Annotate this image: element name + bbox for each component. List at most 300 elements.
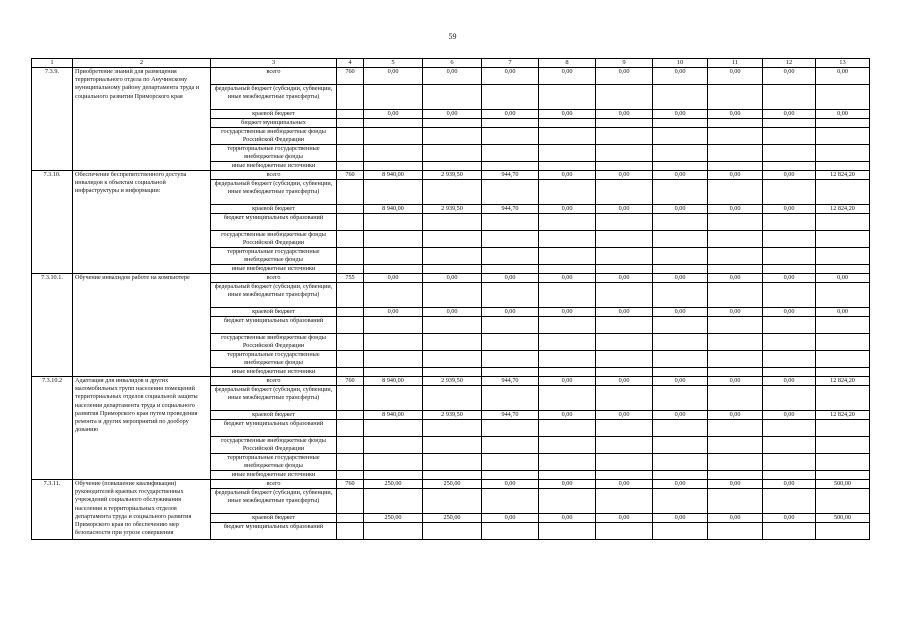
amount-cell: 0,00: [482, 274, 539, 283]
amount-cell: 0,00: [482, 68, 539, 85]
grbs-code: [337, 205, 364, 214]
amount-cell: [364, 85, 423, 110]
amount-cell: 0,00: [816, 68, 870, 85]
amount-cell: 0,00: [708, 411, 763, 420]
funding-source: краевой бюджет: [211, 205, 337, 214]
column-number: 8: [539, 59, 596, 68]
amount-cell: 0,00: [539, 68, 596, 85]
grbs-code: [337, 523, 364, 540]
grbs-code: 755: [337, 274, 364, 283]
amount-cell: [482, 128, 539, 145]
amount-cell: [596, 471, 653, 480]
amount-cell: [653, 368, 708, 377]
amount-cell: [596, 162, 653, 171]
amount-cell: 944,70: [482, 377, 539, 386]
amount-cell: [596, 265, 653, 274]
amount-cell: 0,00: [596, 110, 653, 119]
amount-cell: [539, 386, 596, 411]
amount-cell: 0,00: [708, 274, 763, 283]
amount-cell: [596, 386, 653, 411]
amount-cell: 0,00: [708, 377, 763, 386]
amount-cell: [364, 162, 423, 171]
amount-cell: [423, 454, 482, 471]
amount-cell: [539, 437, 596, 454]
amount-cell: [539, 162, 596, 171]
funding-source: федеральный бюджет (субсидии, субвенции, иные межбюджетные трансферты): [211, 180, 337, 205]
funding-source: федеральный бюджет (субсидии, субвенции, иные межбюджетные трансферты): [211, 489, 337, 514]
amount-cell: 250,00: [364, 480, 423, 489]
amount-cell: [539, 317, 596, 334]
grbs-code: [337, 454, 364, 471]
amount-cell: 0,00: [539, 480, 596, 489]
amount-cell: 0,00: [816, 308, 870, 317]
amount-cell: [708, 317, 763, 334]
column-number: 4: [337, 59, 364, 68]
funding-source: краевой бюджет: [211, 514, 337, 523]
amount-cell: 12 824,20: [816, 171, 870, 180]
amount-cell: 0,00: [423, 274, 482, 283]
amount-cell: 0,00: [539, 274, 596, 283]
amount-cell: [364, 317, 423, 334]
measure-name: Адаптация для инвалидов и других маломобильных групп населения помещений территориальных отделов социальной защиты населения департамента труда и социального развития Приморского края путем проведения ремонта и других мероприятий по дообору дованию: [73, 377, 211, 480]
grbs-code: [337, 85, 364, 110]
funding-source: государственные внебюджетные фонды Российской Федерации: [211, 334, 337, 351]
amount-cell: [653, 180, 708, 205]
amount-cell: [364, 368, 423, 377]
amount-cell: [482, 145, 539, 162]
grbs-code: [337, 214, 364, 231]
amount-cell: [816, 231, 870, 248]
amount-cell: [539, 283, 596, 308]
amount-cell: [653, 386, 708, 411]
amount-cell: 8 940,00: [364, 377, 423, 386]
amount-cell: [482, 368, 539, 377]
amount-cell: 2 939,50: [423, 377, 482, 386]
amount-cell: [653, 283, 708, 308]
amount-cell: 0,00: [708, 205, 763, 214]
amount-cell: [708, 471, 763, 480]
amount-cell: [816, 454, 870, 471]
column-number: 1: [32, 59, 73, 68]
funding-source: всего: [211, 377, 337, 386]
amount-cell: [708, 368, 763, 377]
amount-cell: [423, 119, 482, 128]
grbs-code: [337, 514, 364, 523]
amount-cell: [816, 248, 870, 265]
amount-cell: [708, 162, 763, 171]
amount-cell: [653, 145, 708, 162]
amount-cell: [482, 489, 539, 514]
measure-code: 7.3.11.: [32, 480, 73, 540]
funding-source: территориальные государственные внебюджетные фонды: [211, 351, 337, 368]
amount-cell: [763, 180, 816, 205]
amount-cell: [423, 489, 482, 514]
amount-cell: [482, 248, 539, 265]
amount-cell: [763, 523, 816, 540]
amount-cell: 0,00: [364, 110, 423, 119]
amount-cell: [816, 489, 870, 514]
amount-cell: 0,00: [708, 514, 763, 523]
grbs-code: [337, 351, 364, 368]
amount-cell: [763, 283, 816, 308]
amount-cell: [816, 283, 870, 308]
amount-cell: [596, 283, 653, 308]
amount-cell: [763, 248, 816, 265]
amount-cell: [596, 334, 653, 351]
amount-cell: 0,00: [482, 308, 539, 317]
measure-name: Обеспечение беспрепятственного доступа инвалидов к объектам социальной инфраструктуры и информации:: [73, 171, 211, 274]
amount-cell: [653, 489, 708, 514]
amount-cell: 0,00: [653, 411, 708, 420]
amount-cell: [423, 214, 482, 231]
funding-source: государственные внебюджетные фонды Российской Федерации: [211, 231, 337, 248]
amount-cell: [763, 489, 816, 514]
column-number: 13: [816, 59, 870, 68]
amount-cell: [423, 368, 482, 377]
amount-cell: 0,00: [763, 274, 816, 283]
amount-cell: [596, 454, 653, 471]
amount-cell: [423, 523, 482, 540]
amount-cell: [708, 265, 763, 274]
amount-cell: 944,70: [482, 171, 539, 180]
amount-cell: [364, 489, 423, 514]
amount-cell: [596, 248, 653, 265]
amount-cell: [596, 214, 653, 231]
amount-cell: [653, 85, 708, 110]
amount-cell: 0,00: [596, 411, 653, 420]
amount-cell: [763, 317, 816, 334]
amount-cell: [364, 420, 423, 437]
amount-cell: [539, 214, 596, 231]
amount-cell: 2 939,50: [423, 411, 482, 420]
grbs-code: [337, 231, 364, 248]
amount-cell: 0,00: [539, 308, 596, 317]
amount-cell: 0,00: [708, 171, 763, 180]
amount-cell: 0,00: [653, 274, 708, 283]
funding-source: бюджет муниципальных образований: [211, 214, 337, 231]
amount-cell: [539, 145, 596, 162]
amount-cell: [653, 248, 708, 265]
funding-source: бюджет муниципальных образований: [211, 317, 337, 334]
amount-cell: [364, 180, 423, 205]
amount-cell: [423, 180, 482, 205]
amount-cell: [539, 128, 596, 145]
amount-cell: 0,00: [763, 308, 816, 317]
amount-cell: [763, 85, 816, 110]
amount-cell: 0,00: [708, 480, 763, 489]
amount-cell: [763, 214, 816, 231]
amount-cell: [708, 128, 763, 145]
amount-cell: [816, 334, 870, 351]
amount-cell: [482, 214, 539, 231]
funding-source: бюджет муниципальных: [211, 119, 337, 128]
amount-cell: [364, 145, 423, 162]
amount-cell: [653, 420, 708, 437]
amount-cell: [763, 265, 816, 274]
amount-cell: 0,00: [653, 377, 708, 386]
amount-cell: [596, 368, 653, 377]
grbs-code: [337, 471, 364, 480]
amount-cell: [364, 471, 423, 480]
funding-source: федеральный бюджет (субсидии, субвенции, иные межбюджетные трансферты): [211, 85, 337, 110]
amount-cell: [708, 386, 763, 411]
funding-source: всего: [211, 68, 337, 85]
funding-source: государственные внебюджетные фонды Российской Федерации: [211, 128, 337, 145]
amount-cell: [596, 180, 653, 205]
amount-cell: [423, 386, 482, 411]
grbs-code: 760: [337, 68, 364, 85]
amount-cell: [482, 420, 539, 437]
amount-cell: [482, 119, 539, 128]
amount-cell: [596, 119, 653, 128]
amount-cell: [539, 454, 596, 471]
amount-cell: 0,00: [423, 110, 482, 119]
amount-cell: 0,00: [596, 274, 653, 283]
column-number: 10: [653, 59, 708, 68]
amount-cell: [816, 162, 870, 171]
amount-cell: 500,00: [816, 480, 870, 489]
amount-cell: 0,00: [423, 308, 482, 317]
amount-cell: [364, 265, 423, 274]
amount-cell: [708, 85, 763, 110]
amount-cell: [482, 317, 539, 334]
grbs-code: [337, 265, 364, 274]
amount-cell: [539, 85, 596, 110]
amount-cell: [482, 471, 539, 480]
amount-cell: [423, 265, 482, 274]
amount-cell: 0,00: [539, 377, 596, 386]
amount-cell: [763, 119, 816, 128]
column-number: 11: [708, 59, 763, 68]
amount-cell: 0,00: [763, 68, 816, 85]
grbs-code: [337, 437, 364, 454]
grbs-code: 760: [337, 377, 364, 386]
amount-cell: 0,00: [364, 308, 423, 317]
amount-cell: [539, 420, 596, 437]
amount-cell: [482, 437, 539, 454]
amount-cell: [708, 420, 763, 437]
amount-cell: [763, 368, 816, 377]
amount-cell: [539, 471, 596, 480]
amount-cell: 0,00: [423, 68, 482, 85]
amount-cell: 0,00: [482, 480, 539, 489]
grbs-code: 760: [337, 480, 364, 489]
grbs-code: [337, 308, 364, 317]
amount-cell: [763, 128, 816, 145]
amount-cell: [816, 180, 870, 205]
amount-cell: [653, 128, 708, 145]
grbs-code: [337, 386, 364, 411]
amount-cell: 0,00: [763, 377, 816, 386]
amount-cell: 250,00: [364, 514, 423, 523]
amount-cell: 0,00: [653, 205, 708, 214]
amount-cell: 12 824,20: [816, 411, 870, 420]
amount-cell: [364, 248, 423, 265]
amount-cell: [423, 334, 482, 351]
amount-cell: [708, 180, 763, 205]
table-row: [32, 171, 870, 180]
amount-cell: [653, 231, 708, 248]
amount-cell: [423, 351, 482, 368]
amount-cell: [708, 351, 763, 368]
amount-cell: [423, 145, 482, 162]
amount-cell: 0,00: [539, 110, 596, 119]
funding-source: всего: [211, 274, 337, 283]
measure-code: 7.3.10.: [32, 171, 73, 274]
grbs-code: [337, 180, 364, 205]
amount-cell: [816, 265, 870, 274]
amount-cell: [423, 420, 482, 437]
amount-cell: [763, 351, 816, 368]
budget-table-body: [32, 68, 870, 540]
amount-cell: [423, 437, 482, 454]
amount-cell: [596, 145, 653, 162]
grbs-code: [337, 334, 364, 351]
amount-cell: 0,00: [596, 377, 653, 386]
amount-cell: [539, 489, 596, 514]
grbs-code: [337, 110, 364, 119]
amount-cell: 0,00: [596, 514, 653, 523]
amount-cell: [708, 523, 763, 540]
amount-cell: [708, 231, 763, 248]
measure-name: Обучение инвалидов работе на компьютере: [73, 274, 211, 377]
amount-cell: 0,00: [653, 480, 708, 489]
amount-cell: [653, 317, 708, 334]
funding-source: иные внебюджетные источники: [211, 162, 337, 171]
amount-cell: [763, 454, 816, 471]
amount-cell: 0,00: [539, 514, 596, 523]
amount-cell: [816, 85, 870, 110]
amount-cell: [596, 351, 653, 368]
amount-cell: [596, 85, 653, 110]
amount-cell: [364, 437, 423, 454]
amount-cell: 0,00: [653, 110, 708, 119]
amount-cell: [708, 248, 763, 265]
amount-cell: [364, 214, 423, 231]
amount-cell: 0,00: [708, 110, 763, 119]
amount-cell: [423, 248, 482, 265]
amount-cell: [364, 119, 423, 128]
amount-cell: [596, 489, 653, 514]
amount-cell: [816, 351, 870, 368]
column-number-row: [32, 59, 870, 68]
funding-source: федеральный бюджет (субсидии, субвенции, иные межбюджетные трансферты): [211, 283, 337, 308]
amount-cell: [708, 119, 763, 128]
amount-cell: [364, 351, 423, 368]
amount-cell: [482, 334, 539, 351]
amount-cell: [816, 437, 870, 454]
grbs-code: [337, 145, 364, 162]
amount-cell: [539, 351, 596, 368]
amount-cell: 0,00: [763, 205, 816, 214]
amount-cell: [596, 317, 653, 334]
column-number: 5: [364, 59, 423, 68]
amount-cell: [596, 523, 653, 540]
amount-cell: 8 940,00: [364, 205, 423, 214]
amount-cell: 0,00: [482, 110, 539, 119]
amount-cell: [816, 317, 870, 334]
amount-cell: 0,00: [482, 514, 539, 523]
amount-cell: [482, 265, 539, 274]
amount-cell: 944,70: [482, 205, 539, 214]
amount-cell: [708, 283, 763, 308]
amount-cell: [423, 283, 482, 308]
amount-cell: [653, 351, 708, 368]
amount-cell: [482, 386, 539, 411]
funding-source: всего: [211, 171, 337, 180]
funding-source: иные внебюджетные источники: [211, 368, 337, 377]
funding-source: территориальные государственные внебюджетные фонды: [211, 248, 337, 265]
amount-cell: 0,00: [816, 110, 870, 119]
grbs-code: [337, 162, 364, 171]
amount-cell: 0,00: [763, 411, 816, 420]
amount-cell: 0,00: [708, 308, 763, 317]
funding-source: краевой бюджет: [211, 411, 337, 420]
amount-cell: [596, 437, 653, 454]
amount-cell: [539, 119, 596, 128]
amount-cell: [482, 283, 539, 308]
grbs-code: 760: [337, 171, 364, 180]
funding-source: бюджет муниципальных образований: [211, 420, 337, 437]
grbs-code: [337, 248, 364, 265]
amount-cell: [816, 145, 870, 162]
amount-cell: [364, 386, 423, 411]
amount-cell: [364, 334, 423, 351]
amount-cell: 0,00: [539, 171, 596, 180]
table-row: [32, 377, 870, 386]
funding-source: всего: [211, 480, 337, 489]
amount-cell: [482, 85, 539, 110]
column-number: 9: [596, 59, 653, 68]
amount-cell: [816, 420, 870, 437]
amount-cell: [364, 128, 423, 145]
amount-cell: 2 939,50: [423, 205, 482, 214]
amount-cell: 0,00: [653, 68, 708, 85]
amount-cell: 0,00: [539, 205, 596, 214]
funding-source: иные внебюджетные источники: [211, 265, 337, 274]
amount-cell: 0,00: [763, 480, 816, 489]
amount-cell: [482, 180, 539, 205]
amount-cell: [708, 437, 763, 454]
funding-source: территориальные государственные внебюджетные фонды: [211, 145, 337, 162]
funding-source: краевой бюджет: [211, 308, 337, 317]
amount-cell: [364, 454, 423, 471]
amount-cell: 12 824,20: [816, 377, 870, 386]
amount-cell: [763, 437, 816, 454]
amount-cell: [423, 317, 482, 334]
amount-cell: [482, 231, 539, 248]
amount-cell: [816, 214, 870, 231]
amount-cell: [763, 471, 816, 480]
amount-cell: 944,70: [482, 411, 539, 420]
amount-cell: 0,00: [539, 411, 596, 420]
amount-cell: 0,00: [653, 171, 708, 180]
amount-cell: [708, 145, 763, 162]
amount-cell: [423, 128, 482, 145]
amount-cell: 0,00: [708, 68, 763, 85]
amount-cell: [423, 231, 482, 248]
column-number: 12: [763, 59, 816, 68]
amount-cell: 0,00: [596, 171, 653, 180]
amount-cell: [596, 231, 653, 248]
amount-cell: [539, 180, 596, 205]
column-number: 2: [73, 59, 211, 68]
grbs-code: [337, 411, 364, 420]
amount-cell: [653, 454, 708, 471]
amount-cell: [653, 265, 708, 274]
amount-cell: 0,00: [596, 308, 653, 317]
amount-cell: [539, 248, 596, 265]
